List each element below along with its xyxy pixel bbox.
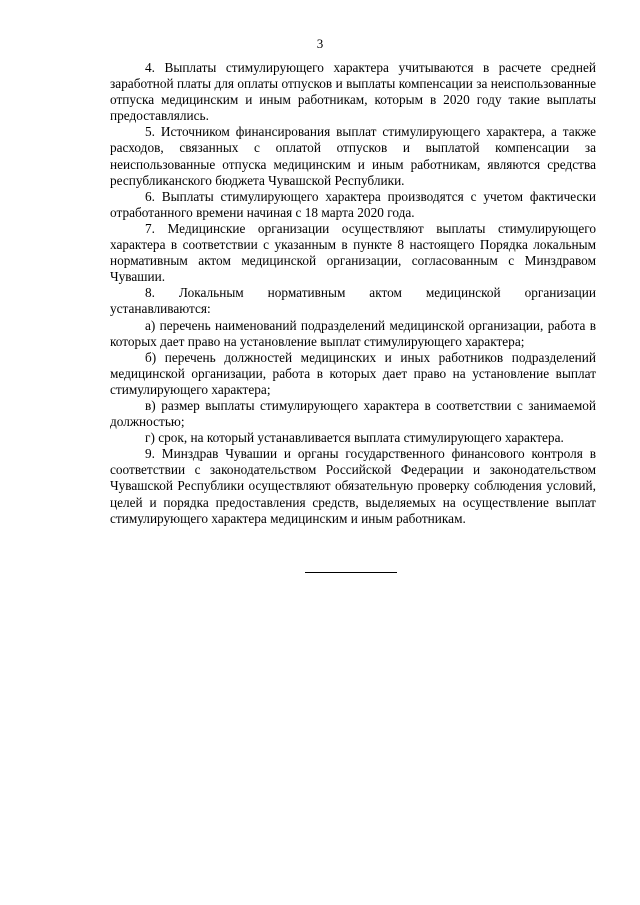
page-number: 3	[316, 36, 324, 51]
paragraph-4: 4. Выплаты стимулирующего характера учитываются в расчете средней заработной платы для оплаты отпусков и выплаты компенсации за неиспользованные отпуска медицинским и иным работникам, которым в 2020 году такие выплаты предоставлялись.	[110, 60, 596, 124]
paragraph-5: 5. Источником финансирования выплат стимулирующего характера, а также расходов, связанных с оплатой отпусков и выплатой компенсации за неиспользованные отпуска медицинским и иным работникам, являются средства республиканского бюджета Чувашской Республики.	[110, 124, 596, 188]
paragraph-8: 8. Локальным нормативным актом медицинской организации устанавливаются:	[110, 285, 596, 317]
list-item-v: в) размер выплаты стимулирующего характера в соответствии с занимаемой должностью;	[110, 397, 596, 430]
document-body	[110, 60, 596, 527]
list-item-b: б) перечень должностей медицинских и иных работников подразделений медицинской организации, работа в которых дает право на установление выплат стимулирующего характера;	[110, 349, 596, 397]
end-separator-line	[305, 572, 397, 573]
paragraph-6: 6. Выплаты стимулирующего характера производятся с учетом фактически отработанного времени начиная с 18 марта 2020 года.	[110, 188, 596, 220]
paragraph-9: 9. Минздрав Чувашии и органы государственного финансового контроля в соответствии с законодательством Российской Федерации и законодательством Чувашской Республики осуществляют обязательную проверку соблюдения условий, целей и порядка предоставления средств, выделяемых на осуществление выплат стимулирующего характера медицинским и иным работникам.	[110, 446, 596, 526]
list-item-a: а) перечень наименований подразделений медицинской организации, работа в которых дает право на установление выплат стимулирующего характера;	[110, 317, 596, 349]
paragraph-7: 7. Медицинские организации осуществляют выплаты стимулирующего характера в соответствии с указанным в пункте 8 настоящего Порядка локальным нормативным актом медицинской организации, согласованным с Минздравом Чувашии.	[110, 220, 596, 285]
list-item-g: г) срок, на который устанавливается выплата стимулирующего характера.	[145, 430, 564, 446]
